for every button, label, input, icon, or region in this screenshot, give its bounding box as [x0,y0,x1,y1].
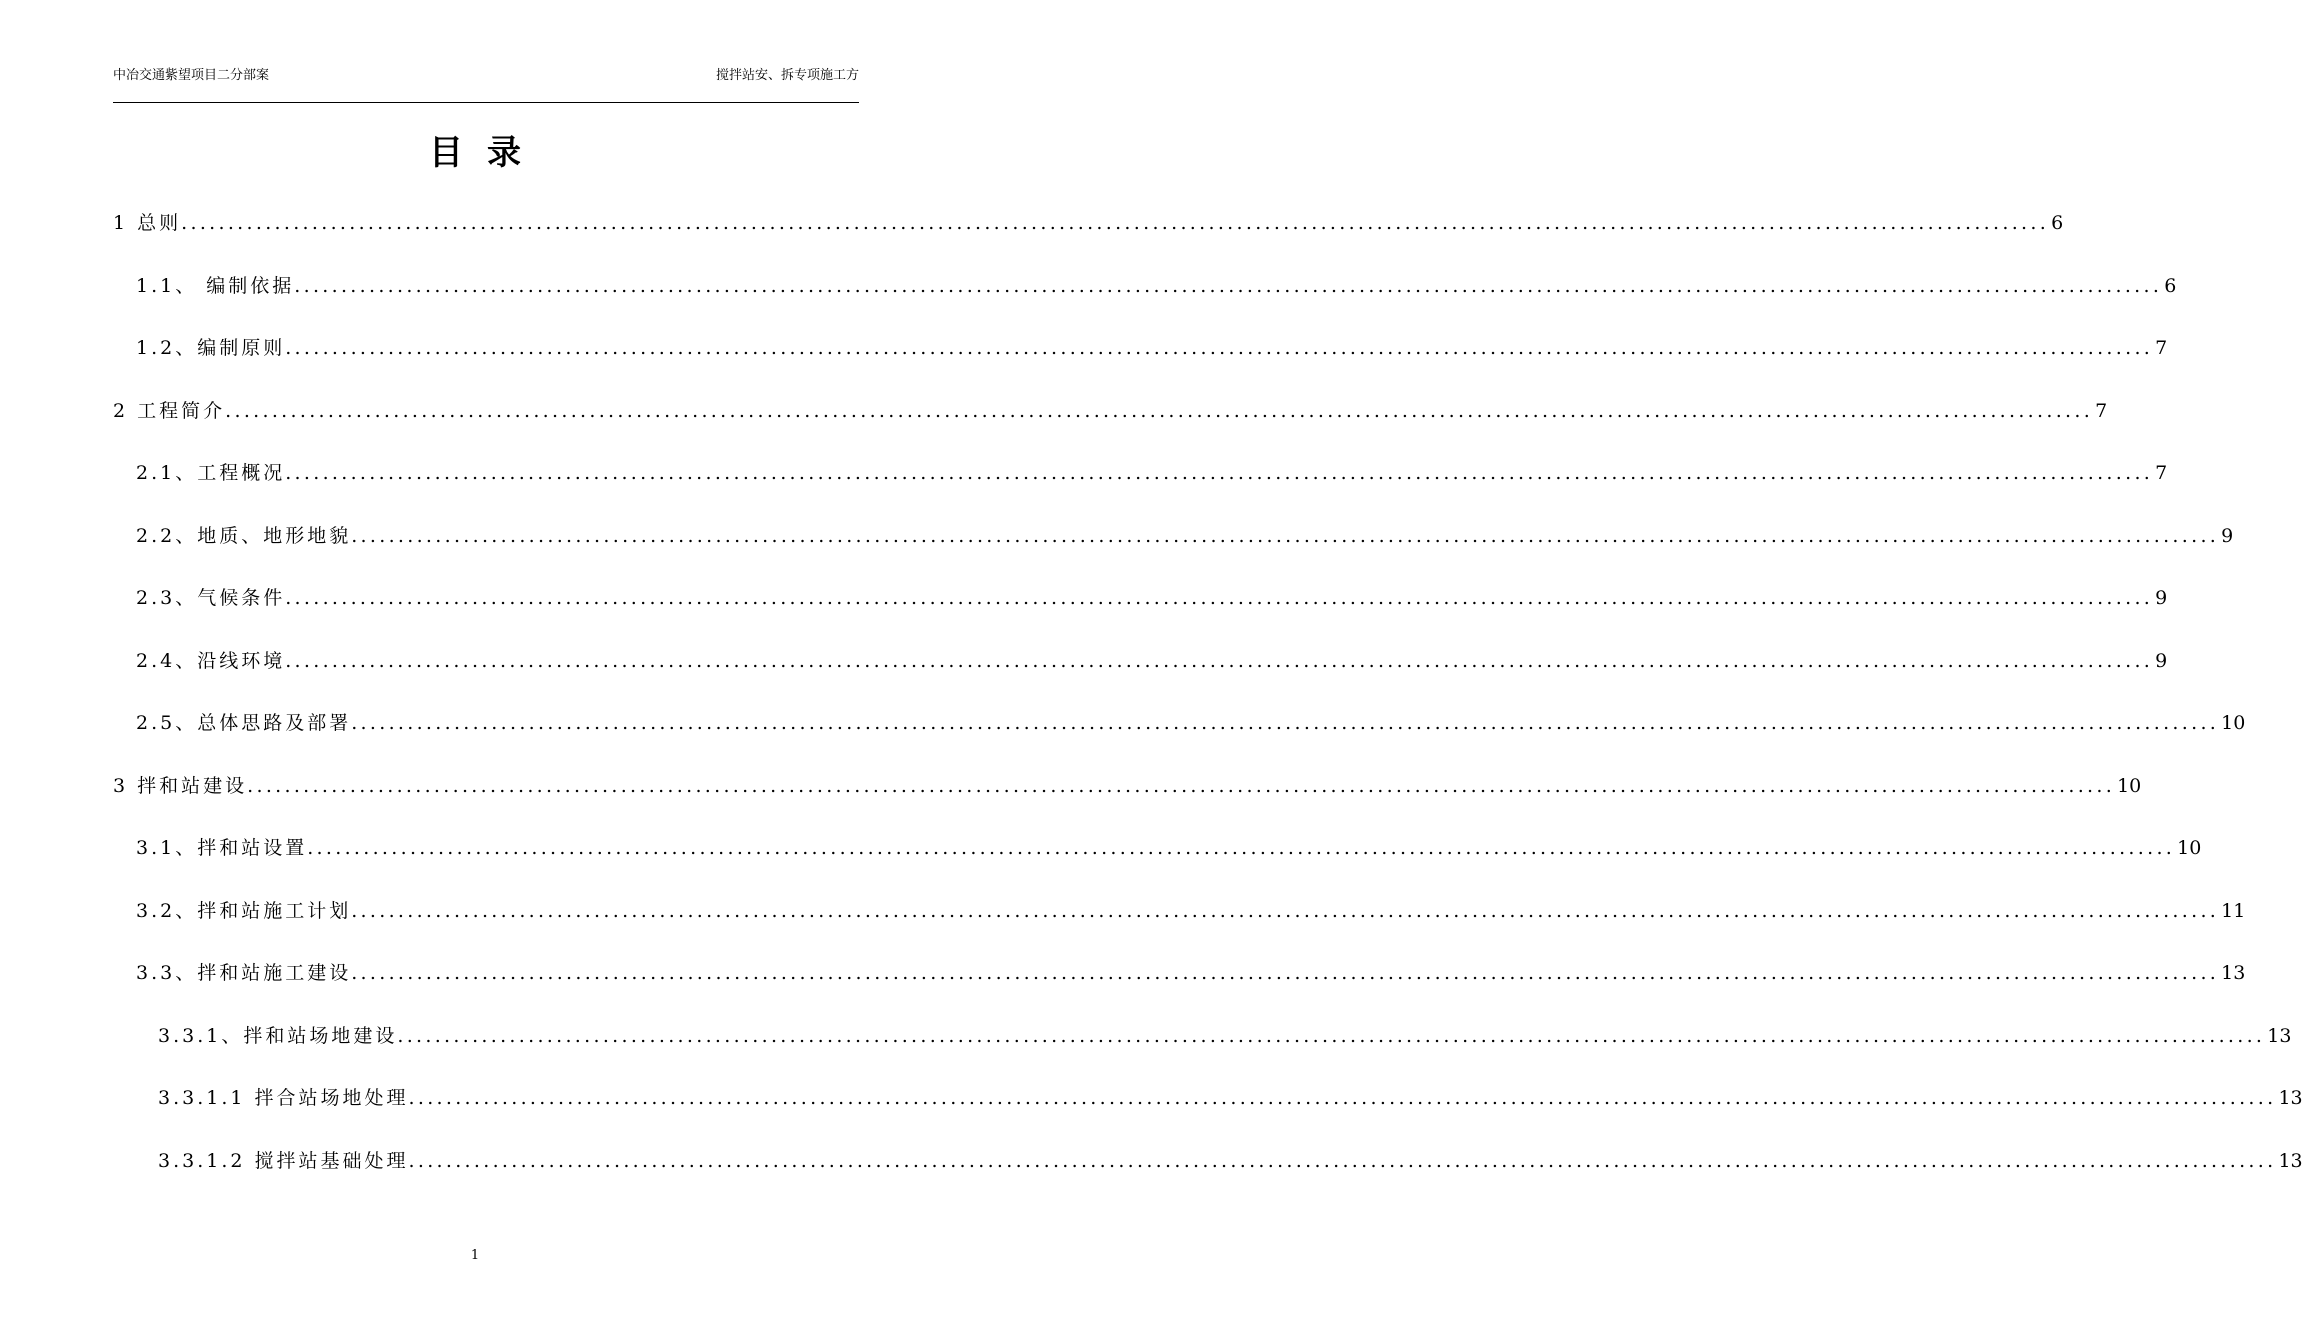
toc-entry-label: 2.3、气候条件 [136,587,286,609]
toc-entry[interactable] [136,585,2168,611]
toc-dot-leader: ........................................................................................................................................................................................................ [351,900,2220,922]
toc-dot-leader: ........................................................................................................................................................................................................ [397,1025,2266,1047]
toc-entry[interactable] [136,273,2177,299]
toc-dot-leader: ........................................................................................................................................................................................................ [247,775,2116,797]
toc-dot-leader: ........................................................................................................................................................................................................ [285,650,2154,672]
toc-dot-leader: ........................................................................................................................................................................................................ [225,400,2094,422]
toc-entry-page: 7 [2155,337,2168,359]
toc-dot-leader: ........................................................................................................................................................................................................ [408,1087,2277,1109]
toc-dot-leader: ........................................................................................................................................................................................................ [285,587,2154,609]
toc-entry-page: 6 [2051,212,2064,234]
toc-entry-page: 10 [2177,837,2202,859]
toc-entry-label: 2.1、工程概况 [136,462,286,484]
toc-entry[interactable] [136,648,2168,674]
toc-title: 目录 [429,133,545,173]
header-left-text: 中冶交通紫望项目二分部案 [113,68,270,83]
toc-dot-leader: ........................................................................................................................................................................................................ [285,337,2154,359]
toc-entry-label: 3.3.1、拌和站场地建设 [158,1025,398,1047]
toc-entry-page: 9 [2221,525,2234,547]
toc-dot-leader: ........................................................................................................................................................................................................ [181,212,2050,234]
toc-entry-page: 9 [2155,650,2168,672]
toc-entry[interactable] [136,835,2202,861]
page-header [113,68,859,103]
toc-entry-label: 3.3.1.1 拌合站场地处理 [158,1087,409,1109]
toc-entry-page: 13 [2267,1025,2292,1047]
toc-entry[interactable] [158,1085,2303,1111]
toc-entry-label: 2.2、地质、地形地貌 [136,525,352,547]
toc-entry-page: 9 [2155,587,2168,609]
header-right-text: 搅拌站安、拆专项施工方 [715,68,859,83]
toc-entry-page: 6 [2164,275,2177,297]
toc-dot-leader: ........................................................................................................................................................................................................ [408,1150,2277,1172]
toc-dot-leader: ........................................................................................................................................................................................................ [351,712,2220,734]
toc-dot-leader: ........................................................................................................................................................................................................ [285,462,2154,484]
toc-entry-label: 1.1、 编制依据 [136,275,295,297]
toc-entry[interactable] [136,898,2246,924]
toc-entry-label: 2.5、总体思路及部署 [136,712,352,734]
toc-entry[interactable] [136,523,2234,549]
toc-entry-page: 10 [2117,775,2142,797]
toc-entry[interactable] [136,335,2168,361]
toc-entry-label: 2.4、沿线环境 [136,650,286,672]
toc-entry-label: 3.3、拌和站施工建设 [136,962,352,984]
toc-dot-leader: ........................................................................................................................................................................................................ [307,837,2176,859]
toc-entry[interactable] [113,210,2064,236]
toc-entry-page: 13 [2278,1150,2303,1172]
toc-entry-label: 3.3.1.2 搅拌站基础处理 [158,1150,409,1172]
toc-entry-label: 2 工程简介 [113,400,226,422]
toc-entry[interactable] [136,960,2246,986]
toc-entry-page: 13 [2221,962,2246,984]
toc-entry-label: 3 拌和站建设 [113,775,248,797]
toc-entry-label: 1.2、编制原则 [136,337,286,359]
toc-dot-leader: ........................................................................................................................................................................................................ [351,525,2220,547]
toc-entry[interactable] [158,1148,2303,1174]
toc-entry[interactable] [158,1023,2292,1049]
toc-entry[interactable] [113,398,2108,424]
toc-entry[interactable] [136,460,2168,486]
page-number: 1 [470,1248,480,1263]
toc-entry-page: 13 [2278,1087,2303,1109]
toc-dot-leader: ........................................................................................................................................................................................................ [351,962,2220,984]
toc-entry[interactable] [113,773,2142,799]
toc-entry-page: 7 [2155,462,2168,484]
toc-entry-label: 3.1、拌和站设置 [136,837,308,859]
toc-entry[interactable] [136,710,2246,736]
toc-entry-page: 7 [2095,400,2108,422]
toc-entry-page: 11 [2221,900,2246,922]
toc-entry-page: 10 [2221,712,2246,734]
toc-entry-label: 3.2、拌和站施工计划 [136,900,352,922]
toc-dot-leader: ........................................................................................................................................................................................................ [294,275,2163,297]
toc-entry-label: 1 总则 [113,212,182,234]
